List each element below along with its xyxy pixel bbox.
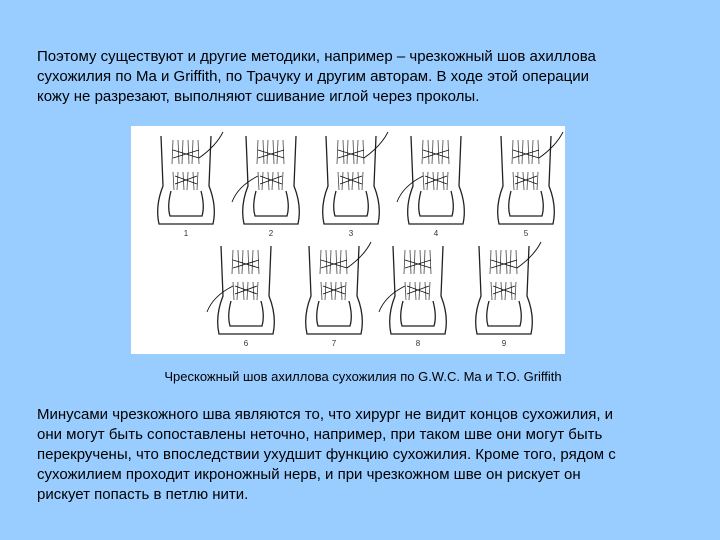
panel-8: [379, 246, 446, 348]
figure-caption: Чрескожный шов ахиллова сухожилия по G.W.C. Ma и T.O. Griffith: [164, 369, 562, 384]
panel-6: [207, 246, 274, 348]
panel-number: 2: [268, 229, 274, 238]
intro-paragraph: Поэтому существуют и другие методики, например – чрезкожный шов ахиллова сухожилия по Ma и Griffith, по Трачуку и другим авторам. В ходе этой операции кожу не разрезают, выполняют сшивание иглой через проколы.: [37, 48, 596, 105]
panel-2: [232, 136, 299, 238]
panel-number: 5: [523, 229, 529, 238]
panel-number: 3: [348, 229, 354, 238]
panel-4: [397, 136, 464, 238]
panel-number: 9: [501, 339, 507, 348]
surgical-technique-illustration: [131, 126, 565, 354]
panel-number: 1: [183, 229, 189, 238]
panel-number: 7: [331, 339, 337, 348]
panel-number: 6: [243, 339, 249, 348]
panel-number: 4: [433, 229, 439, 238]
panel-3: [323, 132, 388, 238]
drawbacks-paragraph: Минусами чрезкожного шва являются то, что хирург не видит концов сухожилия, и они могут быть сопоставлены неточно, например, при таком шве они могут быть перекручены, что впоследствии ухудшит функцию сухожилия. Кроме того, рядом с сухожилием проходит икроножный нерв, и при чрезкожном шве он рискует он рискует попасть в петлю нити.: [37, 406, 616, 503]
panel-9: [476, 242, 541, 348]
panel-5: [498, 132, 563, 238]
panel-1: [158, 132, 223, 238]
panel-number: 8: [415, 339, 421, 348]
panel-7: [306, 242, 371, 348]
